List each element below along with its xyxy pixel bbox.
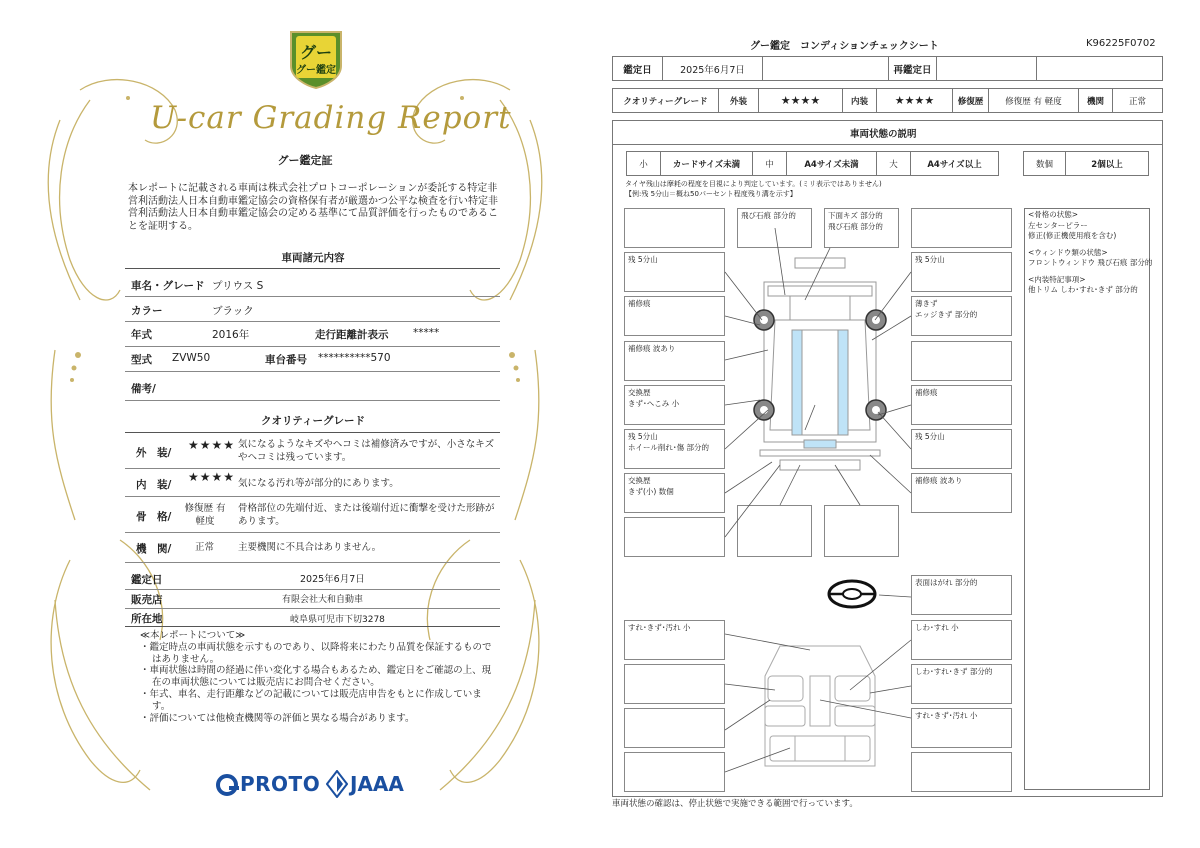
status-title: 車両状態の説明 (850, 129, 917, 140)
divider (125, 532, 500, 533)
count-label: 数個 (1024, 152, 1066, 175)
year-label: 年式 (131, 329, 152, 341)
notes-panel-text (1028, 210, 1152, 296)
divider (125, 432, 500, 433)
notes-title: ≪本レポートについて≫ (140, 630, 246, 641)
quality-desc-interior: 気になる汚れ等が部分的にあります。 (238, 478, 399, 489)
jaaa-logo-text: JAAA (350, 772, 404, 796)
divider (125, 346, 500, 347)
chassis-value: **********570 (318, 352, 391, 364)
engine-value: 正常 (1128, 96, 1146, 107)
frame-label: 修復歴 (953, 89, 989, 112)
exterior-label: 外装 (719, 89, 759, 112)
panel-line: 修正(修正機使用痕を含む) (1028, 231, 1117, 240)
size-large-desc: A4サイズ以上 (927, 159, 982, 170)
panel-line: 他トリム しわ･すれ･きず 部分的 (1028, 285, 1138, 294)
goo-kantei-badge-icon (285, 28, 347, 90)
exterior-box-right-3: 薄きず エッジきず 部分的 (911, 296, 1012, 336)
sheet-code: K96225F0702 (1086, 38, 1156, 49)
year-value: 2016年 (212, 329, 250, 341)
tire-note: タイヤ残山は摩耗の程度を目視により判定しています。(ミリ表示ではありません) (625, 180, 882, 188)
quality-desc-exterior: 気になるようなキズやヘコミは補修済みですが、小さなキズやヘコミは残っています。 (238, 439, 495, 463)
rating-engine: 正常 (195, 542, 215, 553)
rating-frame: 修復歴 有 軽度 (184, 503, 226, 527)
panel-line: <内装特記事項> (1028, 274, 1086, 284)
exterior-box-left-2: 残 5分山 (624, 252, 725, 292)
size-small-desc: カードサイズ未満 (661, 152, 753, 175)
rating-exterior: ★★★★ (188, 438, 236, 452)
exterior-box-top-3: 下面キズ 部分的 飛び石痕 部分的 (824, 208, 899, 248)
proto-logo-icon (215, 772, 241, 798)
divider (125, 589, 500, 590)
size-mid-desc: A4サイズ未満 (787, 152, 877, 175)
exterior-box-left-4: 補修痕 波あり (624, 341, 725, 381)
certificate-subtitle: グー鑑定証 (277, 154, 333, 167)
divider (125, 400, 500, 401)
condition-check-sheet (600, 0, 1200, 848)
quality-desc-engine: 主要機関に不具合はありません。 (238, 542, 382, 553)
grading-certificate (0, 0, 590, 848)
exterior-box-left-5: 交換歴 きず･へこみ 小 (624, 385, 725, 425)
note-item: ・鑑定時点の車両状態を示すものであり、以降将来にわたり品質を保証するものではありません。 (140, 641, 492, 665)
exterior-rating: ★★★★ (759, 89, 843, 112)
divider (125, 296, 500, 297)
jaaa-logo-icon (326, 770, 348, 798)
odometer-label: 走行距離計表示 (315, 329, 389, 341)
appraisal-date-value: 2025年6月7日 (663, 57, 763, 80)
exterior-box-right-5: 補修痕 (911, 385, 1012, 425)
quality-label-engine: 機 関/ (136, 543, 172, 555)
exterior-box-right-6: 残 5分山 (911, 429, 1012, 469)
quality-label-exterior: 外 装/ (136, 447, 172, 459)
model-value: ZVW50 (172, 352, 211, 364)
rating-interior: ★★★★ (188, 470, 236, 484)
reappraisal-date-label: 再鑑定日 (889, 57, 937, 80)
exterior-box-left-7: 交換歴 きず(小) 数個 (624, 473, 725, 513)
quality-label-interior: 内 装/ (136, 479, 172, 491)
address-value: 岐阜県可児市下切3278 (290, 615, 385, 625)
odometer-value: ***** (413, 327, 440, 339)
sheet-title: グー鑑定 コンディションチェックシート (750, 41, 939, 52)
frame-value: 修復歴 有 軽度 (989, 89, 1079, 112)
specs-title: 車両諸元内容 (281, 252, 345, 264)
size-small: 小 (627, 152, 661, 175)
size-large: 大 (877, 152, 911, 175)
size-mid: 中 (753, 152, 787, 175)
panel-line: <ウィンドウ類の状態> (1028, 247, 1108, 257)
report-script-title: U-car Grading Report (150, 100, 512, 136)
exterior-box-right-7: 補修痕 波あり (911, 473, 1012, 513)
exterior-box-left-6: 残 5分山 ホイール削れ･傷 部分的 (624, 429, 725, 469)
interior-rating: ★★★★ (877, 89, 953, 112)
dealer-value: 有限会社大和自動車 (282, 595, 364, 605)
divider (125, 626, 500, 627)
sheet-footer: 車両状態の確認は、停止状態で実施できる範囲で行っています。 (612, 799, 858, 809)
car-name-label: 車名・グレード (131, 280, 205, 292)
color-value: ブラック (212, 305, 254, 317)
divider (125, 321, 500, 322)
proto-logo-text: PROTO (240, 772, 321, 796)
appraisal-date-label: 鑑定日 (131, 574, 163, 586)
exterior-box-top-2: 飛び石痕 部分的 (737, 208, 812, 248)
model-label: 型式 (131, 354, 152, 366)
color-label: カラー (131, 305, 163, 317)
note-item: ・車両状態は時間の経過に伴い変化する場合もあるため、鑑定日をご確認の上、現在の車両状態については販売店にお問合せください。 (140, 665, 492, 689)
engine-label: 機関 (1079, 89, 1113, 112)
appraisal-date-value: 2025年6月7日 (300, 574, 365, 585)
note-item: ・年式、車名、走行距離などの記載については販売店申告をもとに作成しています。 (140, 688, 482, 712)
tire-example-note: 【例:残 5分山＝概ね50パーセント程度残り溝を示す】 (625, 190, 797, 198)
note-item: ・評価については他検査機関等の評価と異なる場合があります。 (140, 712, 415, 724)
interior-box-steering: 表面はがれ 部分的 (911, 575, 1012, 615)
car-name-value: プリウス S (212, 280, 264, 292)
divider (125, 562, 500, 563)
quality-label-frame: 骨 格/ (136, 511, 172, 523)
interior-box-right-2: しわ･すれ･きず 部分的 (911, 664, 1012, 704)
quality-grade-label: クオリティーグレード (613, 89, 719, 112)
interior-label: 内装 (843, 89, 877, 112)
divider (125, 268, 500, 269)
interior-box-right-3: すれ･きず･汚れ 小 (911, 708, 1012, 748)
certificate-intro: 本レポートに記載される車両は株式会社プロトコーポレーションが委託する特定非営利活動法人日本自動車鑑定協会の資格保有者が厳選かつ公平な検査を行い特定非営利活動法人日本自動車鑑定協会の定める基準にて品質評価を行ったものであることを証明する。 (128, 183, 498, 232)
exterior-box-right-2: 残 5分山 (911, 252, 1012, 292)
divider (125, 468, 500, 469)
divider (125, 496, 500, 497)
panel-line: フロントウィンドウ 飛び石痕 部分的 (1028, 258, 1153, 267)
svg-text:グー鑑定: グー鑑定 (296, 65, 336, 76)
remarks-label: 備考/ (131, 383, 156, 395)
quality-desc-frame: 骨格部位の先端付近、または後端付近に衝撃を受けた形跡があります。 (238, 503, 495, 527)
quality-title: クオリティーグレード (261, 415, 365, 427)
interior-box-right-1: しわ･すれ 小 (911, 620, 1012, 660)
panel-line: 左センターピラー (1028, 220, 1088, 230)
report-notes (140, 630, 495, 724)
panel-line: <骨格の状態> (1028, 210, 1079, 219)
exterior-box-left-3: 補修痕 (624, 296, 725, 336)
divider (125, 371, 500, 372)
svg-text:グー: グー (299, 43, 333, 62)
interior-box-left-1: すれ･きず･汚れ 小 (624, 620, 725, 660)
chassis-label: 車台番号 (265, 354, 307, 366)
divider (125, 608, 500, 609)
dealer-label: 販売店 (131, 594, 163, 606)
count-desc: 2個以上 (1091, 159, 1123, 170)
appraisal-date-label: 鑑定日 (613, 57, 663, 80)
address-label: 所在地 (131, 613, 163, 625)
